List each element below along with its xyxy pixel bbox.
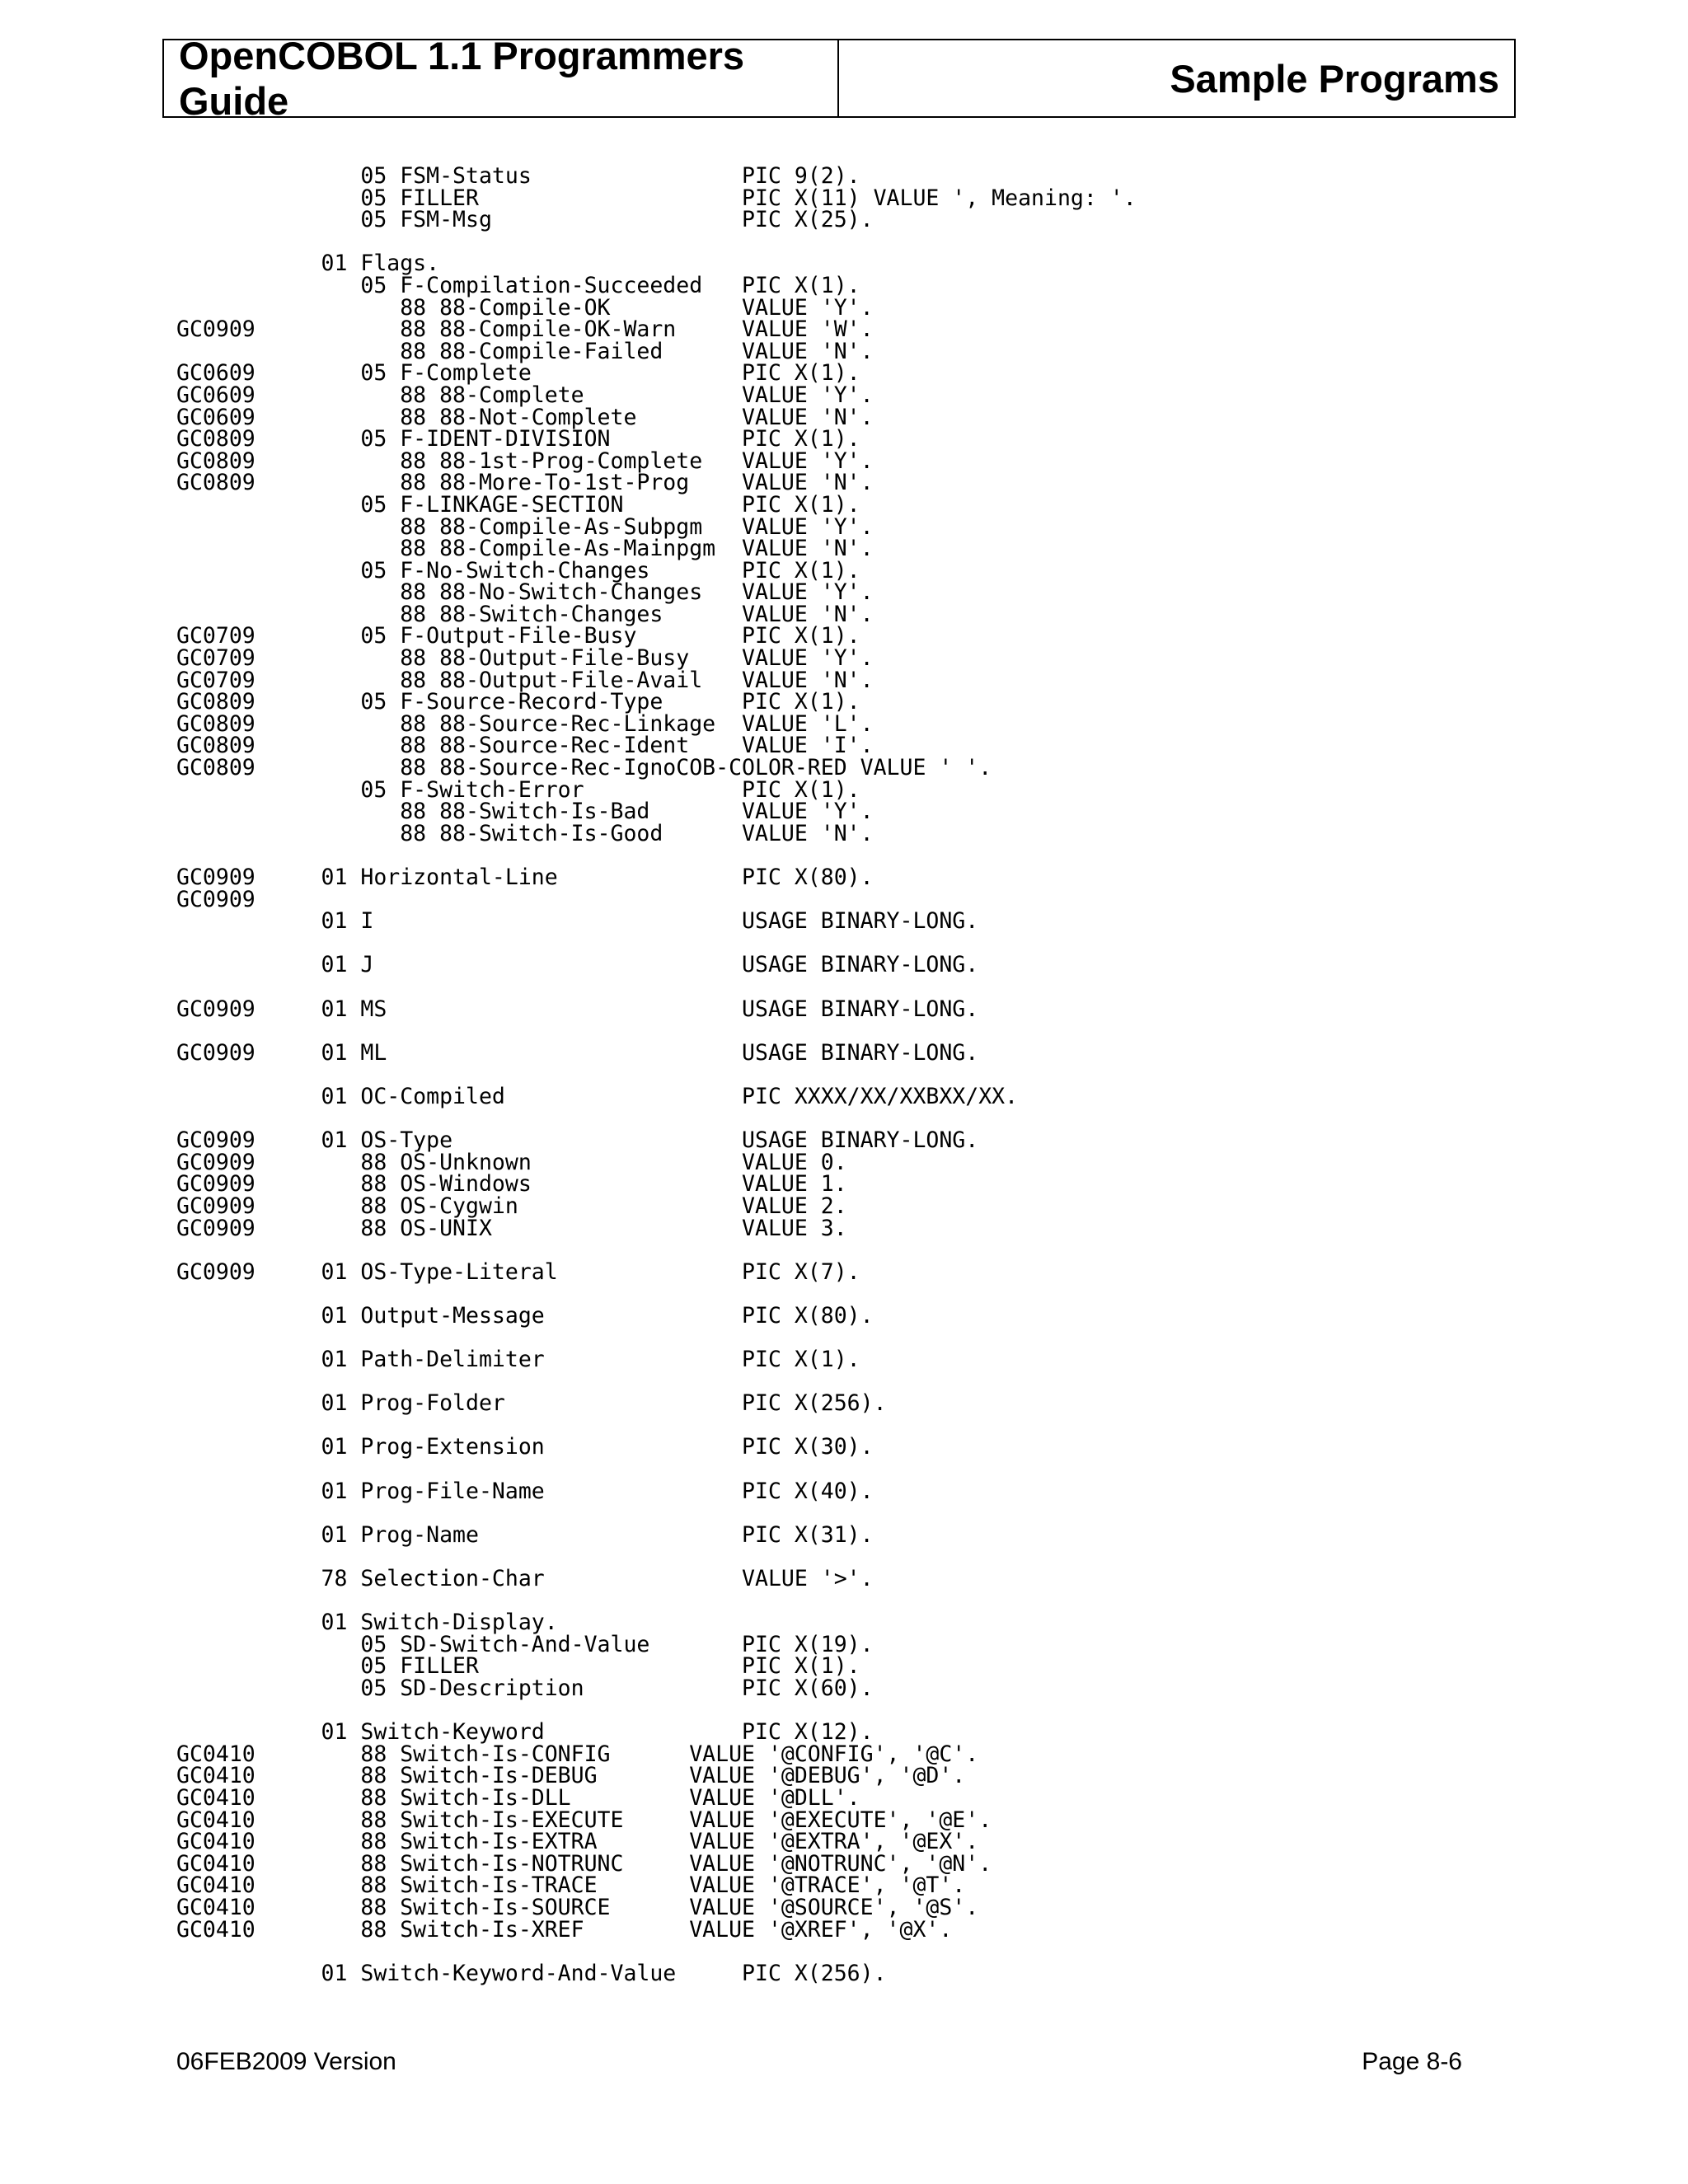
code-line: GC0909 <box>176 886 256 912</box>
code-line: GC0709 05 F-Output-File-Busy PIC X(1). <box>176 623 860 649</box>
code-line <box>176 1700 1137 1722</box>
code-line: 88 88-Compile-As-Mainpgm VALUE 'N'. <box>176 536 874 562</box>
code-line: 01 I USAGE BINARY-LONG. <box>176 908 979 935</box>
code-line: GC0410 88 Switch-Is-SOURCE VALUE '@SOURCE', '@S'. <box>176 1894 979 1920</box>
code-line: GC0410 88 Switch-Is-NOTRUNC VALUE '@NOTRUNC', '@N'. <box>176 1850 992 1877</box>
code-line <box>176 1064 1137 1086</box>
code-line <box>176 1591 1137 1613</box>
code-line <box>176 977 1137 999</box>
code-line: GC0809 88 88-Source-Rec-Ident VALUE 'I'. <box>176 733 874 759</box>
code-line <box>176 1546 1137 1568</box>
code-line: GC0410 88 Switch-Is-XREF VALUE '@XREF', '@X'. <box>176 1916 953 1943</box>
code-line: 01 Path-Delimiter PIC X(1). <box>176 1347 860 1373</box>
code-line: GC0410 88 Switch-Is-CONFIG VALUE '@CONFIG', '@C'. <box>176 1741 979 1767</box>
code-line: 05 F-Switch-Error PIC X(1). <box>176 776 860 803</box>
page-footer <box>176 2048 1462 2076</box>
code-line <box>176 1371 1137 1394</box>
code-line: 88 88-Compile-As-Subpgm VALUE 'Y'. <box>176 513 874 540</box>
code-line: 01 Switch-Keyword-And-Value PIC X(256). <box>176 1960 887 1986</box>
code-line: 05 FILLER PIC X(1). <box>176 1653 860 1680</box>
code-line <box>176 1283 1137 1305</box>
code-line: GC0909 01 OS-Type-Literal PIC X(7). <box>176 1258 860 1285</box>
code-line: 05 FSM-Status PIC 9(2). <box>176 163 860 189</box>
code-line <box>176 845 1137 867</box>
code-line: 01 J USAGE BINARY-LONG. <box>176 952 979 978</box>
code-line: GC0909 88 OS-Unknown VALUE 0. <box>176 1149 847 1175</box>
code-line: 05 FSM-Msg PIC X(25). <box>176 207 874 233</box>
code-line: 88 88-Compile-Failed VALUE 'N'. <box>176 338 874 364</box>
code-line: GC0809 05 F-Source-Record-Type PIC X(1). <box>176 689 860 715</box>
code-line <box>176 1459 1137 1481</box>
code-line: 01 Output-Message PIC X(80). <box>176 1302 874 1329</box>
code-line <box>176 1108 1137 1131</box>
code-line: GC0410 88 Switch-Is-DLL VALUE '@DLL'. <box>176 1784 860 1811</box>
code-line: 88 88-Switch-Changes VALUE 'N'. <box>176 601 874 627</box>
code-line: 01 Prog-Folder PIC X(256). <box>176 1390 887 1417</box>
code-line <box>176 933 1137 955</box>
code-line: GC0809 88 88-Source-Rec-Linkage VALUE 'L'. <box>176 710 874 737</box>
code-line: 01 Switch-Keyword PIC X(12). <box>176 1719 874 1746</box>
code-line: 78 Selection-Char VALUE '>'. <box>176 1566 874 1591</box>
code-line: GC0809 88 88-Source-Rec-IgnoCOB-COLOR-RED VALUE ' '. <box>176 755 992 781</box>
code-line: 05 SD-Description PIC X(60). <box>176 1675 874 1701</box>
code-line: 01 OC-Compiled PIC XXXX/XX/XXBXX/XX. <box>176 1083 1019 1109</box>
code-line: GC0410 88 Switch-Is-EXTRA VALUE '@EXTRA', '@EX'. <box>176 1829 979 1855</box>
code-line: 01 Prog-File-Name PIC X(40). <box>176 1478 874 1504</box>
code-line: 88 88-Switch-Is-Good VALUE 'N'. <box>176 820 874 846</box>
code-line: 01 Prog-Extension PIC X(30). <box>176 1434 874 1460</box>
code-line <box>176 232 1137 254</box>
code-line: GC0909 88 OS-Cygwin VALUE 2. <box>176 1193 847 1219</box>
code-line: 01 Prog-Name PIC X(31). <box>176 1521 874 1548</box>
code-line <box>176 1502 1137 1525</box>
code-line: GC0410 88 Switch-Is-EXECUTE VALUE '@EXECUTE', '@E'. <box>176 1807 992 1833</box>
code-line: 01 Flags. <box>176 251 440 277</box>
code-line: GC0909 01 Horizontal-Line PIC X(80). <box>176 865 874 890</box>
code-line <box>176 1327 1137 1349</box>
code-line <box>176 1020 1137 1043</box>
code-line: GC0709 88 88-Output-File-Avail VALUE 'N'. <box>176 667 874 693</box>
document-title: OpenCOBOL 1.1 Programmers Guide <box>164 40 839 116</box>
code-line: 88 88-No-Switch-Changes VALUE 'Y'. <box>176 579 874 606</box>
code-line: GC0809 88 88-More-To-1st-Prog VALUE 'N'. <box>176 470 874 496</box>
code-line: GC0410 88 Switch-Is-TRACE VALUE '@TRACE', '@T'. <box>176 1872 966 1899</box>
code-line: GC0809 88 88-1st-Prog-Complete VALUE 'Y'. <box>176 448 874 474</box>
code-line: GC0609 88 88-Not-Complete VALUE 'N'. <box>176 404 874 430</box>
code-line: 05 F-No-Switch-Changes PIC X(1). <box>176 557 860 583</box>
code-line: GC0909 01 MS USAGE BINARY-LONG. <box>176 996 979 1022</box>
code-line: 01 Switch-Display. <box>176 1610 558 1636</box>
code-line: GC0909 88 88-Compile-OK-Warn VALUE 'W'. <box>176 316 874 343</box>
code-line: GC0909 01 ML USAGE BINARY-LONG. <box>176 1039 979 1066</box>
code-line: 05 F-LINKAGE-SECTION PIC X(1). <box>176 491 860 518</box>
code-line: GC0809 05 F-IDENT-DIVISION PIC X(1). <box>176 426 860 452</box>
code-line: 05 F-Compilation-Succeeded PIC X(1). <box>176 272 860 298</box>
section-title: Sample Programs <box>1170 56 1499 101</box>
code-line: GC0909 88 OS-UNIX VALUE 3. <box>176 1215 847 1241</box>
code-line: 88 88-Compile-OK VALUE 'Y'. <box>176 294 874 321</box>
code-line <box>176 1415 1137 1437</box>
footer-version: 06FEB2009 Version <box>176 2048 396 2075</box>
code-line: GC0909 01 OS-Type USAGE BINARY-LONG. <box>176 1127 979 1154</box>
page-header <box>162 34 1516 123</box>
code-line <box>176 1941 1137 1963</box>
code-line: GC0909 88 OS-Windows VALUE 1. <box>176 1171 847 1197</box>
code-line: 05 SD-Switch-And-Value PIC X(19). <box>176 1631 874 1657</box>
code-line <box>176 1240 1137 1262</box>
code-line: GC0709 88 88-Output-File-Busy VALUE 'Y'. <box>176 645 874 672</box>
code-line: GC0410 88 Switch-Is-DEBUG VALUE '@DEBUG', '@D'. <box>176 1763 966 1789</box>
code-line: 88 88-Switch-Is-Bad VALUE 'Y'. <box>176 799 874 825</box>
code-line: GC0609 05 F-Complete PIC X(1). <box>176 360 860 387</box>
code-listing <box>176 163 1137 1986</box>
code-line: GC0609 88 88-Complete VALUE 'Y'. <box>176 382 874 408</box>
code-line: 05 FILLER PIC X(11) VALUE ', Meaning: '. <box>176 185 1137 211</box>
footer-page-number: Page 8-6 <box>1362 2048 1462 2075</box>
